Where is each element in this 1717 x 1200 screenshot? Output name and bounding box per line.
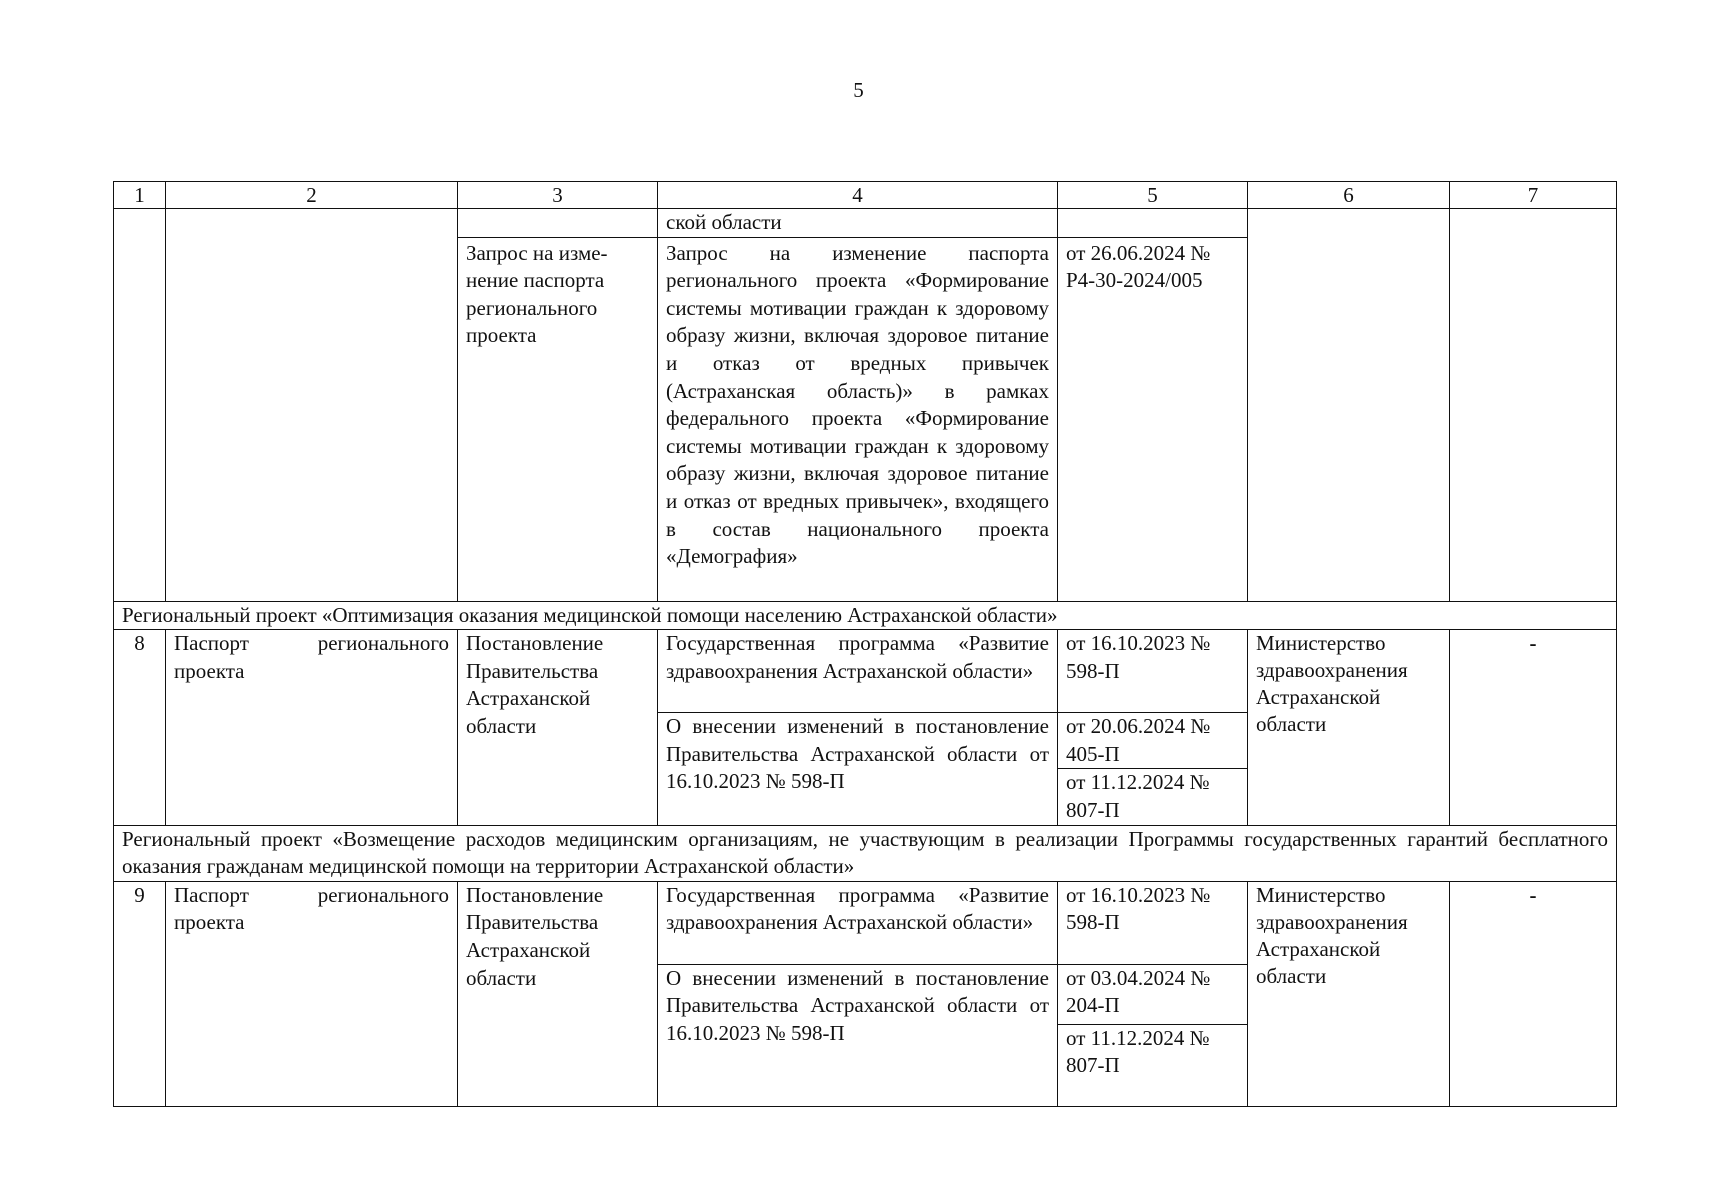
column-number-row xyxy=(114,182,1617,209)
row-8-a xyxy=(114,630,1617,713)
row-9-ministry: Министерство здравоохранения Астраханской области xyxy=(1248,881,1450,1106)
row-8-program-name: Государственная программа «Развитие здравоохранения Астраханской области» xyxy=(658,630,1058,713)
column-number-5: 5 xyxy=(1058,182,1248,209)
page-number: 5 xyxy=(853,78,864,102)
continuation-col1 xyxy=(114,209,166,602)
continuation-col4-top: ской области xyxy=(658,209,1058,238)
row-9-document-kind: Паспорт регионального проекта xyxy=(166,881,458,1106)
continuation-col2 xyxy=(166,209,458,602)
row-9-program-date: от 16.10.2023 № 598-П xyxy=(1058,881,1248,964)
row-8-document-kind: Паспорт регионального проекта xyxy=(166,630,458,825)
continuation-col3-top xyxy=(458,209,658,238)
section-9-title-row xyxy=(114,825,1617,881)
row-8-col7: - xyxy=(1450,630,1617,825)
row-8-amendment-name: О внесении изменений в постановление Правительства Астраханской области от 16.10.2023 № 598-П xyxy=(658,713,1058,825)
row-9-act-type: Постановление Правительства Астраханской области xyxy=(458,881,658,1106)
request-doc-date: от 26.06.2024 № Р4-30-2024/005 xyxy=(1058,237,1248,601)
row-8-ministry: Министерство здравоохранения Астраханской области xyxy=(1248,630,1450,825)
continuation-col6 xyxy=(1248,209,1450,602)
column-number-2: 2 xyxy=(166,182,458,209)
row-9-amendment-date-2: от 11.12.2024 № 807-П xyxy=(1058,1024,1248,1106)
row-9-col7: - xyxy=(1450,881,1617,1106)
request-doc-type: Запрос на изме-нение паспорта регионального проекта xyxy=(458,237,658,601)
continuation-row-top xyxy=(114,209,1617,238)
column-number-4: 4 xyxy=(658,182,1058,209)
row-8-act-type: Постановление Правительства Астраханской области xyxy=(458,630,658,825)
row-8-program-date: от 16.10.2023 № 598-П xyxy=(1058,630,1248,713)
row-9-program-name: Государственная программа «Развитие здравоохранения Астраханской области» xyxy=(658,881,1058,964)
column-number-1: 1 xyxy=(114,182,166,209)
document-table xyxy=(113,181,1617,1107)
row-8-amendment-date-2: от 11.12.2024 № 807-П xyxy=(1058,769,1248,825)
row-8-amendment-date-1: от 20.06.2024 № 405-П xyxy=(1058,713,1248,769)
row-9-number: 9 xyxy=(114,881,166,1106)
row-8-number: 8 xyxy=(114,630,166,825)
column-number-3: 3 xyxy=(458,182,658,209)
continuation-col5-top xyxy=(1058,209,1248,238)
section-8-title-row xyxy=(114,601,1617,630)
row-9-a xyxy=(114,881,1617,964)
column-number-7: 7 xyxy=(1450,182,1617,209)
column-number-6: 6 xyxy=(1248,182,1450,209)
continuation-col7 xyxy=(1450,209,1617,602)
section-8-title: Региональный проект «Оптимизация оказания медицинской помощи населению Астраханской области» xyxy=(114,601,1617,630)
row-9-amendment-date-1: от 03.04.2024 № 204-П xyxy=(1058,964,1248,1024)
request-doc-name: Запрос на изменение паспорта регионального проекта «Формирование системы мотивации граждан к здоровому образу жизни, включая здоровое питание и отказ от вредных привычек (Астраханская область)» в рамках федерального проекта «Формирование системы мотивации граждан к здоровому образу жизни, включая здоровое питание и отказ от вредных привычек», входящего в состав национального проекта «Демография» xyxy=(658,237,1058,601)
section-9-title: Региональный проект «Возмещение расходов медицинским организациям, не участвующим в реализации Программы государственных гарантий бесплатного оказания гражданам медицинской помощи на территории Астраханской области» xyxy=(114,825,1617,881)
row-9-amendment-name: О внесении изменений в постановление Правительства Астраханской области от 16.10.2023 № 598-П xyxy=(658,964,1058,1106)
